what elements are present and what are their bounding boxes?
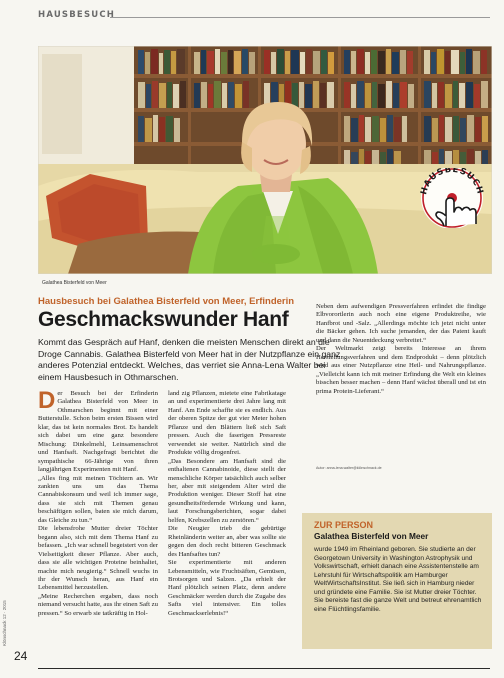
article-paragraph: Der Weltmarkt zeigt bereits Interesse an ihrem Herstellungsverfahren und dem Endprodukt – denn plötzlich wird aus einer Nutzpflanze eine Heil- und Nahrungspflanze. „Vielleicht kann ich mit meiner Erfindung die Welt ein kleines bisschen besser machen – denn Hanf wächst überall und ist ein prima Protein-Lieferant.“	[316, 345, 486, 395]
person-info-box	[302, 513, 492, 649]
article-paragraph: „Meine Recherchen ergaben, dass noch niemand versucht hatte, aus ihr einen Saft zu pressen.“ So erwarb sie tatkräftig in Hol-	[38, 592, 158, 617]
page-number: 24	[14, 649, 28, 663]
section-kicker: HAUSBESUCH	[38, 10, 116, 20]
article-paragraph: land zig Pflanzen, mietete eine Fabrikatage an und experimentierte drei Jahre lang mit Hanf. Am Ende schaffte sie es endlich. Aus der oberen Spitze der gut vier Meter hohen Pflanze und den Blättern ließ sich Saft pressen. Auch die faserigen Pressreste verwendet sie weiter. Natürlich sind die Produkte völlig drogenfrei.	[168, 390, 286, 457]
article-column-2	[168, 390, 286, 618]
article-first-text: er Besuch bei der Erfinderin Galathea Bisterfeld von Meer in Othmarschen beginnt mit einer Butterstulle. Schon beim ersten Bissen wird klar, das ist kein normales Brot. Es handelt sich dabei um eine ganz besondere Mischung: Dinkelmehl, Leinsamenschrot und Hanfsaft. Nachgefragt berichtet die sympathische 66-Jährige von ihren langjährigen Experimenten mit Hanf.	[38, 390, 158, 474]
article-paragraph: Sie experimentierte mit anderen Lebensmitteln, wie Fruchtsäften, Gemüsen, Brotsorgen und Salzen. „Da erhielt der Hanf plötzlich seinen Platz, denn andere Geschmäcker werden durch die Zugabe des Safts viel intensiver. Ein tolles Geschmackserlebnis!“	[168, 559, 286, 617]
header-rule	[110, 17, 490, 18]
drop-cap: D	[38, 387, 56, 414]
portrait-photo-illustration	[38, 46, 492, 274]
hand-icon	[416, 168, 492, 228]
person-box-name: Galathea Bisterfeld von Meer	[314, 531, 429, 541]
article-paragraph: „Das Besondere am Hanfsaft sind die enthaltenen Cannabinoide, diese stellt der menschliche Körper tatsächlich auch selber her, aber mit steigendem Alter wird die Produktion weniger. Dieser Stoff hat eine gesundheitsfördernde Wirkung und kann, laut Forschungsberichten, sogar dabei helfen, Krebszellen zu zerstören.“	[168, 457, 286, 524]
photo-caption: Galathea Bisterfeld von Meer	[42, 280, 107, 286]
issue-meta: Klönschnack 12 · 2015	[2, 600, 7, 646]
article-column-3	[316, 303, 486, 396]
person-box-title: ZUR PERSON	[314, 520, 374, 530]
footer-rule	[38, 668, 490, 669]
article-lead: Kommt das Gespräch auf Hanf, denken die meisten Menschen direkt an die Droge Cannabis. Galathea Bisterfeld von Meer hat in der Nutzpflanze ein ganz anderes Potenzial entdeckt. Welches, das verriet sie Anna-Lena Walter bei einem Hausbesuch in Othmarschen.	[38, 337, 341, 382]
hausbesuch-seal	[416, 168, 492, 228]
article-headline: Geschmackswunder Hanf	[38, 308, 289, 331]
person-box-body	[314, 546, 484, 614]
article-column-1	[38, 387, 158, 618]
person-box-paragraph: wurde 1949 im Rheinland geboren. Sie studierte an der Georgetown University in Washington Astrophysik und Volkswirtschaft, erhielt danach eine Assistentenstelle am Lehrstuhl für Wirtschaftspolitik am Hamburger WeltWirtschaftsInstitut. Sie ließ sich in Hamburg nieder und gründete eine Familie. Sie ist Mutter dreier Töchter. Sie bereiste fast die ganze Welt und betreut ehrenamtlich eine Flüchtlingsfamilie.	[314, 546, 482, 613]
svg-text:HAUSBESUCH: HAUSBESUCH	[419, 168, 485, 196]
portrait-photo	[38, 46, 492, 274]
article-paragraph: „Alles fing mit meinen Töchtern an. Wir zankten uns um das Thema Cannabiskonsum und weil ich immer sage, dass sie sich mit Themen genau beschäftigen sollen, baten sie mich darum, das Gleiche zu tun.“	[38, 474, 158, 524]
section-header	[38, 10, 490, 24]
article-paragraph: Neben dem aufwendigen Pressverfahren erfindet die findige Elbvorortlerin auch noch eine eigene Produktreihe, wie Hanfbrot und -Salz. „Allerdings möchte ich jetzt nicht unter die Bäcker gehen. Ich suche jemanden, der das Patent kauft und dann die Neuentdeckung verbreitet.“	[316, 303, 486, 344]
article-paragraph: Die lebensfrohe Mutter dreier Töchter begann also, sich mit dem Thema Hanf zu befassen. „Ich war schnell begeistert von der Vielseitigkeit dieser Pflanze. Aber auch, dass sie alle wichtigen Proteine beinhaltet, machte mich neugierig.“ Schnell wuchs in ihr der Wunsch heran, aus Hanf ein Lebensmittel herzustellen.	[38, 525, 158, 592]
article-subhead: Hausbesuch bei Galathea Bisterfeld von Meer, Erfinderin	[38, 296, 295, 307]
article-paragraph: Die Neugier trieb die gebürtige Rheinländerin weiter an, aber was sollte sie gegen den doch recht bitteren Geschmack des Hanfsaftes tun?	[168, 525, 286, 558]
article-paragraph	[38, 387, 158, 475]
author-email: Autor: anna-lena.walter@klönschnack.de	[316, 466, 382, 470]
